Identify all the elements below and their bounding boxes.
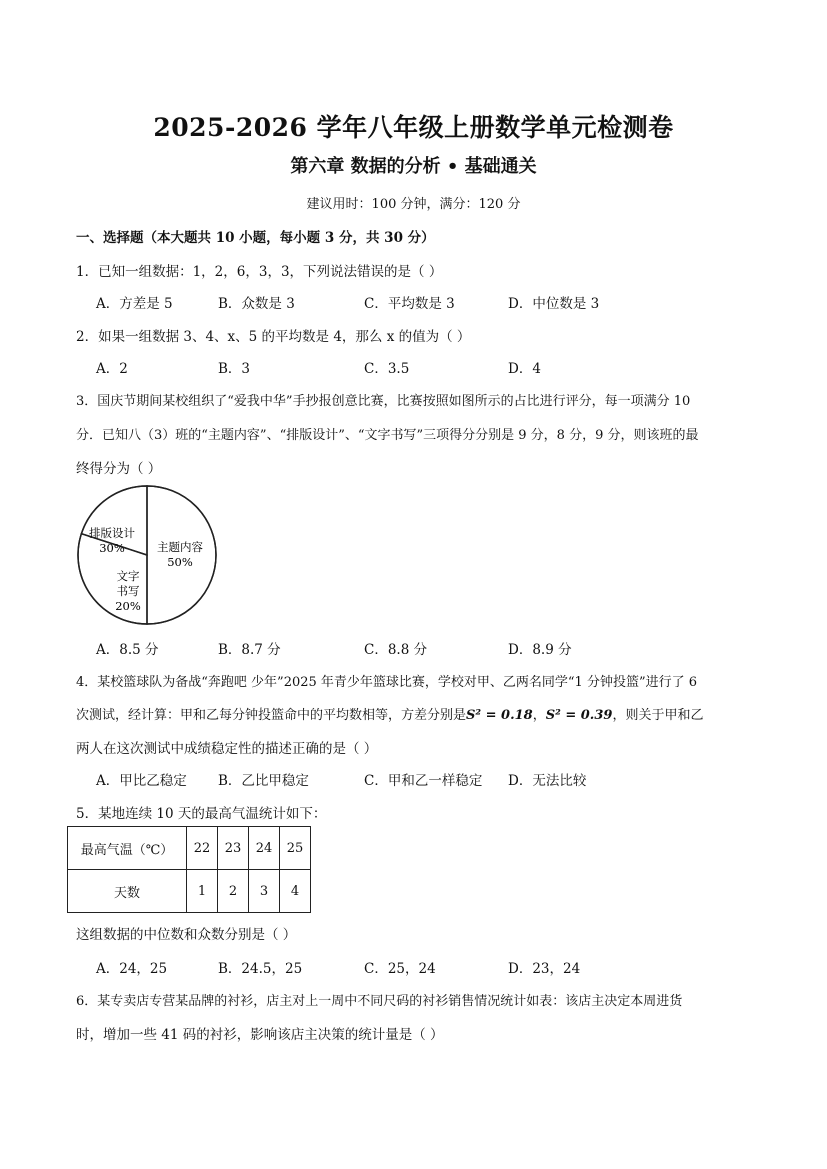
- q1-option-a[interactable]: A．方差是 5: [96, 296, 173, 312]
- exam-meta: 建议用时：100 分钟，满分：120 分: [306, 197, 521, 212]
- slice-label-main-content: 主题内容: [157, 540, 203, 554]
- table-header-temp: 最高气温（℃）: [68, 827, 187, 870]
- section-heading: 一、选择题（本大题共 10 小题，每小题 3 分，共 30 分）: [76, 230, 435, 246]
- days-cell: 2: [218, 870, 249, 913]
- table-row: [68, 827, 311, 870]
- question-3-line1: 3．国庆节期间某校组织了“爱我中华”手抄报创意比赛，比赛按照如图所示的占比进行评分，每一项满分 10: [76, 394, 691, 409]
- question-1: 1．已知一组数据：1，2，6，3，3，下列说法错误的是（ ）: [76, 264, 443, 280]
- variance-yi: S² = 0.39: [545, 708, 613, 723]
- question-5: 5．某地连续 10 天的最高气温统计如下：: [76, 806, 327, 822]
- table-header-days: 天数: [68, 870, 187, 913]
- q3-option-b[interactable]: B．8.7 分: [218, 642, 281, 658]
- days-cell: 4: [280, 870, 311, 913]
- q4-option-b[interactable]: B．乙比甲稳定: [218, 773, 309, 789]
- question-4-line1: 4．某校篮球队为备战“奔跑吧 少年”2025 年青少年篮球比赛，学校对甲、乙两名同学“1 分钟投篮”进行了 6: [76, 675, 698, 690]
- slice-label-layout-design: 排版设计: [89, 526, 135, 540]
- question-3-line3: 终得分为（ ）: [76, 461, 162, 477]
- q4-line2-end: ，则关于甲和乙: [612, 708, 704, 723]
- question-6-line1: 6．某专卖店专营某品牌的衬衫，店主对上一周中不同尺码的衬衫销售情况统计如表：该店主决定本周进货: [76, 994, 683, 1009]
- slice-value-layout-design: 30%: [99, 541, 125, 555]
- q5-option-b[interactable]: B．24.5，25: [218, 961, 303, 977]
- temp-cell: 22: [187, 827, 218, 870]
- page-title: 2025-2026 学年八年级上册数学单元检测卷: [153, 113, 674, 142]
- q4-option-a[interactable]: A．甲比乙稳定: [96, 773, 187, 789]
- slice-label-text-writing-line1: 文字: [116, 569, 140, 583]
- q4-option-d[interactable]: D．无法比较: [508, 773, 587, 789]
- slice-label-text-writing-line2: 书写: [116, 584, 140, 598]
- q3-option-d[interactable]: D．8.9 分: [508, 642, 572, 658]
- q3-option-c[interactable]: C．8.8 分: [364, 642, 428, 658]
- q5-option-d[interactable]: D．23，24: [508, 961, 581, 977]
- q1-option-d[interactable]: D．中位数是 3: [508, 296, 600, 312]
- days-cell: 3: [249, 870, 280, 913]
- slice-value-text-writing: 20%: [115, 599, 141, 613]
- table-row: [68, 870, 311, 913]
- q2-option-b[interactable]: B．3: [218, 361, 251, 377]
- question-5-prompt: 这组数据的中位数和众数分别是（ ）: [76, 927, 297, 943]
- days-cell: 1: [187, 870, 218, 913]
- q2-option-a[interactable]: A．2: [96, 361, 128, 377]
- q4-line2-start: 次测试，经计算：甲和乙每分钟投篮命中的平均数相等，方差分别是: [76, 708, 467, 723]
- q5-option-a[interactable]: A．24，25: [96, 961, 168, 977]
- q4-option-c[interactable]: C．甲和乙一样稳定: [364, 773, 483, 789]
- slice-value-main-content: 50%: [167, 555, 193, 569]
- q3-option-a[interactable]: A．8.5 分: [96, 642, 159, 658]
- pie-chart: [70, 480, 230, 630]
- question-4-line2: [76, 704, 703, 723]
- q4-separator: ，: [532, 708, 546, 723]
- q2-option-c[interactable]: C．3.5: [364, 361, 410, 377]
- q5-option-c[interactable]: C．25，24: [364, 961, 436, 977]
- temperature-table: [67, 826, 311, 913]
- variance-jia: S² = 0.18: [466, 708, 533, 723]
- question-3-line2: 分．已知八（3）班的“主题内容”、“排版设计”、“文字书写”三项得分分别是 9 分，8 分，9 分，则该班的最: [76, 428, 699, 443]
- q2-option-d[interactable]: D．4: [508, 361, 541, 377]
- question-4-line3: 两人在这次测试中成绩稳定性的描述正确的是（ ）: [76, 741, 378, 757]
- page-subtitle: 第六章 数据的分析 • 基础通关: [290, 156, 537, 177]
- q1-option-c[interactable]: C．平均数是 3: [364, 296, 455, 312]
- temp-cell: 24: [249, 827, 280, 870]
- q1-option-b[interactable]: B．众数是 3: [218, 296, 295, 312]
- question-6-line2: 时，增加一些 41 码的衬衫，影响该店主决策的统计量是（ ）: [76, 1027, 444, 1043]
- temp-cell: 25: [280, 827, 311, 870]
- question-2: 2．如果一组数据 3、4、x、5 的平均数是 4，那么 x 的值为（ ）: [76, 329, 471, 345]
- temp-cell: 23: [218, 827, 249, 870]
